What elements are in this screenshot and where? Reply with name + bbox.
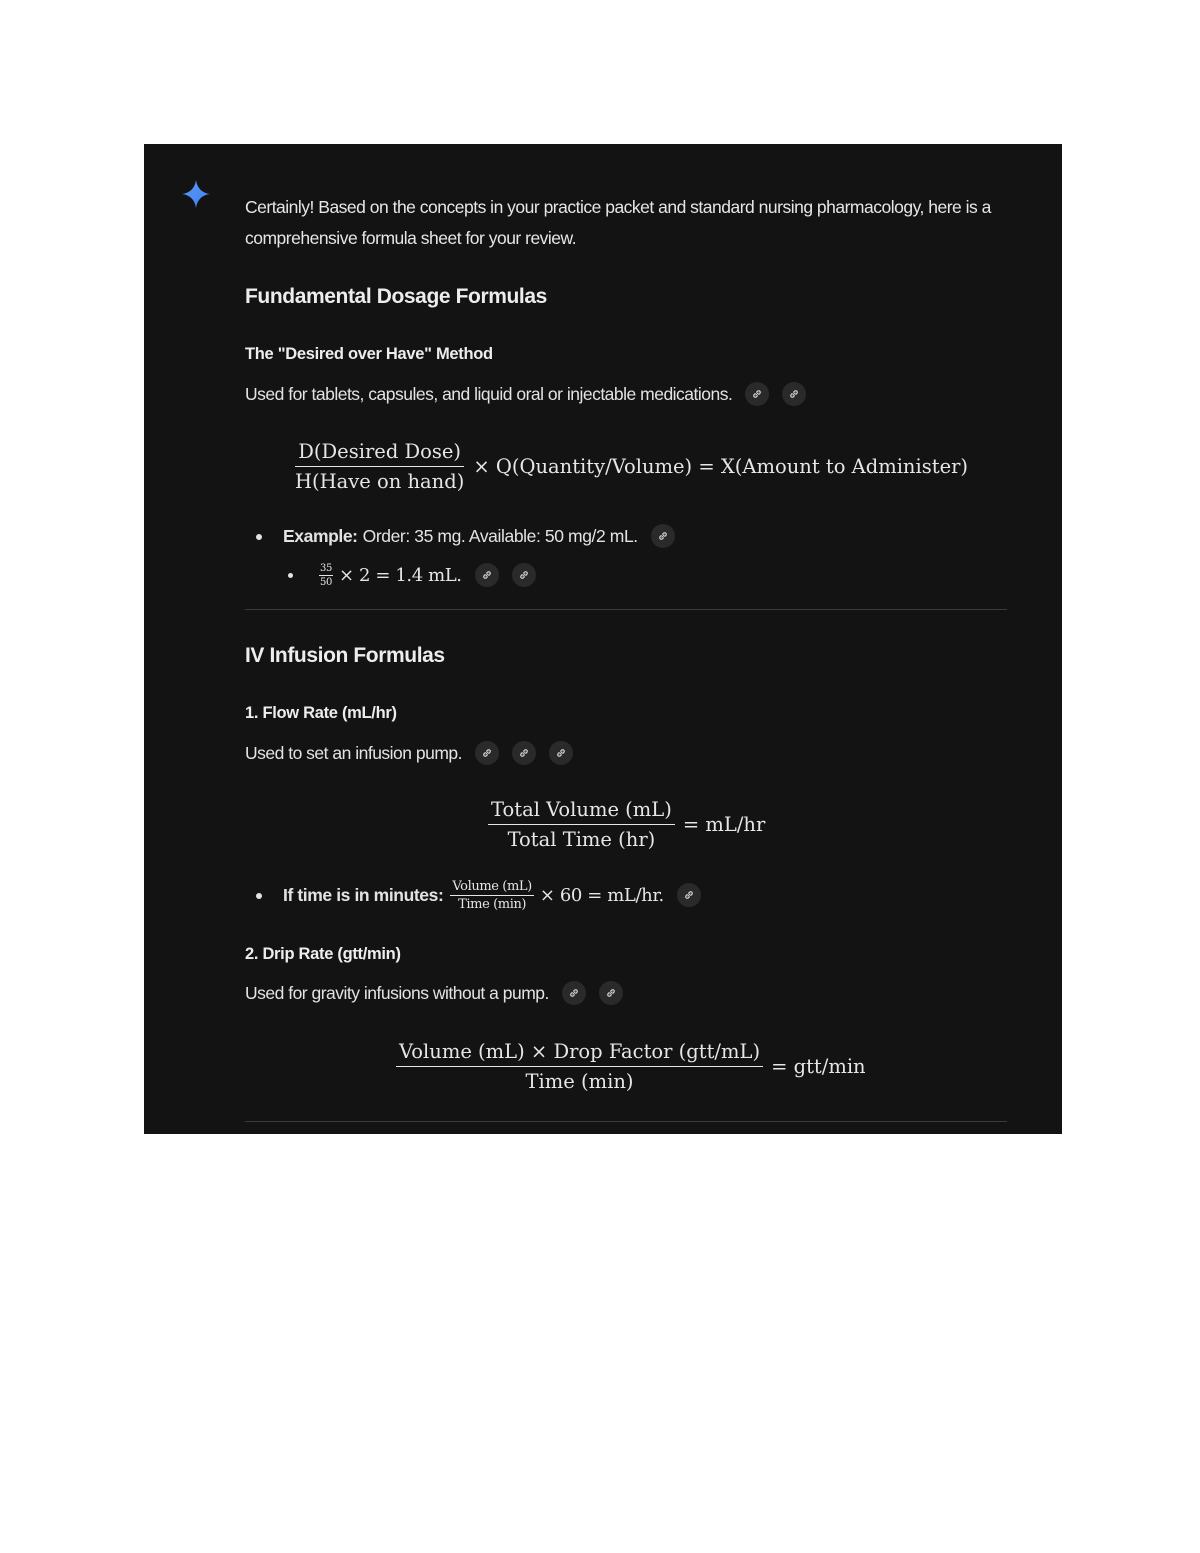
desired-over-have-formula — [292, 440, 968, 493]
example-label: Example: — [283, 525, 358, 546]
example-sub-bullet — [319, 560, 536, 590]
subheading-drip-rate: 2. Drip Rate (gtt/min) — [245, 945, 401, 963]
flow-denominator: Total Time (hr) — [507, 828, 656, 851]
section-heading-iv: IV Infusion Formulas — [245, 644, 445, 667]
flow-paragraph — [245, 740, 573, 766]
source-link-chip[interactable] — [677, 883, 701, 907]
example-denominator: 50 — [320, 576, 332, 588]
link-icon — [555, 747, 567, 759]
link-icon — [683, 889, 695, 901]
section-heading-dosage: Fundamental Dosage Formulas — [245, 285, 547, 308]
bullet-dot — [256, 534, 262, 540]
section-divider — [245, 609, 1007, 610]
example-numerator: 35 — [320, 562, 332, 574]
subheading-desired-over-have: The "Desired over Have" Method — [245, 345, 493, 363]
subheading-flow-rate: 1. Flow Rate (mL/hr) — [245, 704, 397, 722]
gemini-sparkle-icon — [182, 180, 210, 208]
link-icon — [788, 388, 800, 400]
formula-rest: × Q(Quantity/Volume) = X(Amount to Administer) — [473, 455, 969, 478]
link-icon — [518, 747, 530, 759]
source-link-chip[interactable] — [475, 563, 499, 587]
minutes-bullet — [283, 878, 701, 912]
link-icon — [751, 388, 763, 400]
source-link-chip[interactable] — [651, 524, 675, 548]
minutes-numerator: Volume (mL) — [452, 878, 532, 894]
drip-denominator: Time (min) — [525, 1070, 634, 1093]
formula-fraction — [292, 440, 467, 493]
source-link-chip[interactable] — [512, 741, 536, 765]
minutes-formula — [450, 879, 663, 912]
bullet-dot — [256, 893, 262, 899]
source-link-chip[interactable] — [782, 382, 806, 406]
source-link-chip[interactable] — [475, 741, 499, 765]
sub-bullet-dot — [288, 573, 293, 578]
source-link-chip[interactable] — [599, 981, 623, 1005]
drip-paragraph-text: Used for gravity infusions without a pump. — [245, 982, 549, 1003]
flow-result: = mL/hr — [682, 813, 766, 836]
formula-denominator: H(Have on hand) — [295, 470, 465, 493]
example-fraction — [319, 563, 333, 588]
example-text: Order: 35 mg. Available: 50 mg/2 mL. — [362, 525, 638, 546]
drip-fraction — [396, 1040, 763, 1093]
dosage-paragraph-text: Used for tablets, capsules, and liquid oral or injectable medications. — [245, 383, 733, 404]
flow-fraction — [488, 798, 675, 851]
minutes-result: × 60 = mL/hr. — [539, 884, 664, 906]
dosage-paragraph — [245, 381, 806, 407]
source-link-chip[interactable] — [562, 981, 586, 1005]
drip-paragraph — [245, 980, 623, 1006]
link-icon — [605, 987, 617, 999]
formula-numerator: D(Desired Dose) — [295, 440, 464, 467]
intro-text: Certainly! Based on the concepts in your practice packet and standard nursing pharmacology, here is a comprehensive formula sheet for your review. — [245, 197, 991, 248]
flow-rate-formula — [488, 798, 765, 851]
link-icon — [481, 569, 493, 581]
link-icon — [568, 987, 580, 999]
flow-paragraph-text: Used to set an infusion pump. — [245, 742, 463, 763]
minutes-label: If time is in minutes: — [283, 884, 444, 905]
source-link-chip[interactable] — [512, 563, 536, 587]
drip-result: = gtt/min — [771, 1055, 866, 1078]
example-result: × 2 = 1.4 mL. — [338, 564, 462, 586]
drip-numerator: Volume (mL) × Drop Factor (gtt/mL) — [396, 1040, 763, 1067]
source-link-chip[interactable] — [549, 741, 573, 765]
link-icon — [518, 569, 530, 581]
minutes-fraction — [450, 879, 533, 912]
drip-rate-formula — [396, 1040, 866, 1093]
link-icon — [481, 747, 493, 759]
section-divider — [245, 1121, 1007, 1122]
source-link-chip[interactable] — [745, 382, 769, 406]
link-icon — [657, 530, 669, 542]
example-bullet — [283, 522, 675, 550]
response-panel — [144, 144, 1062, 1134]
flow-numerator: Total Volume (mL) — [488, 798, 675, 825]
minutes-denominator: Time (min) — [458, 896, 527, 912]
